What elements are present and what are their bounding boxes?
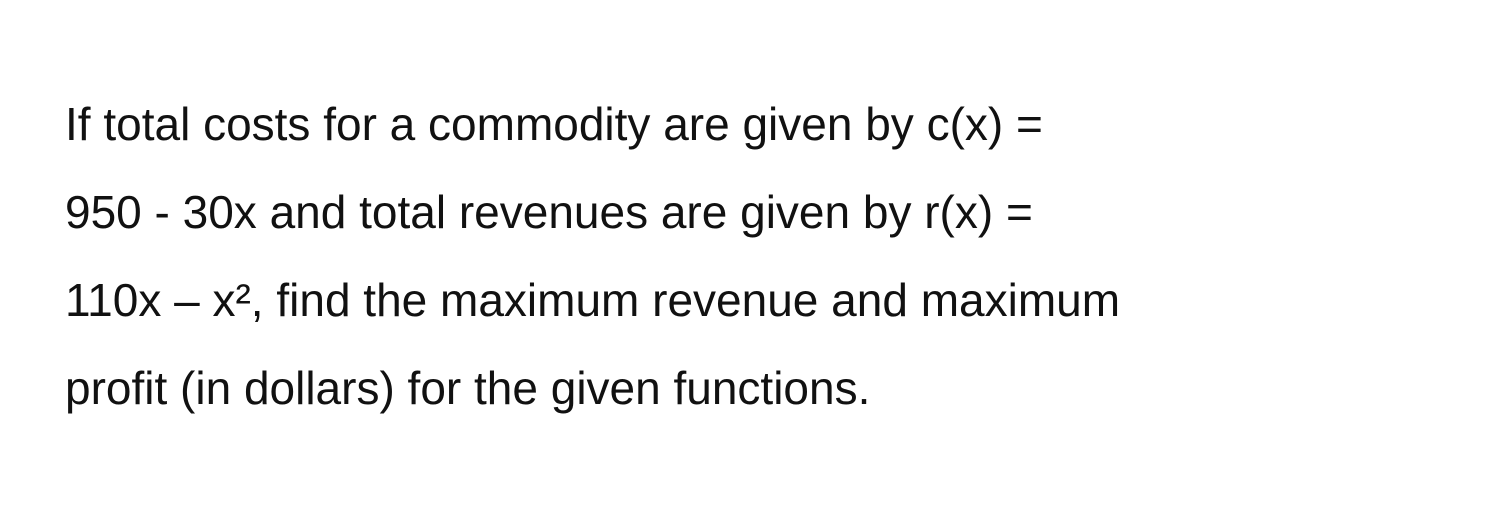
question-line-1: If total costs for a commodity are given by c(x) =	[65, 98, 1043, 150]
question-line-3: 110x – x², find the maximum revenue and maximum	[65, 274, 1121, 326]
question-text	[65, 80, 1445, 432]
question-line-2: 950 - 30x and total revenues are given by r(x) =	[65, 186, 1033, 238]
question-line-4: profit (in dollars) for the given functions.	[65, 362, 871, 414]
